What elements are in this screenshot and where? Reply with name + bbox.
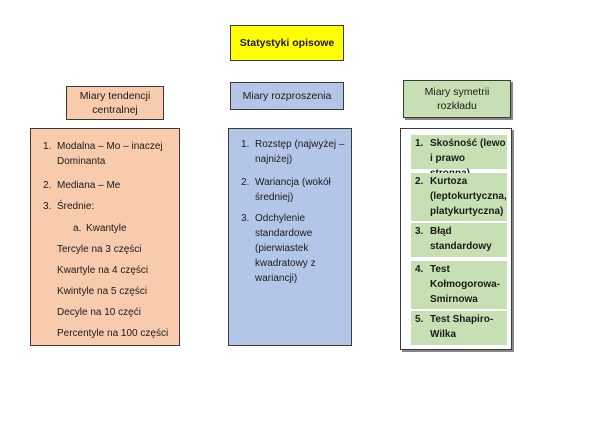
list-item: [73, 221, 173, 236]
list-item: [411, 261, 507, 309]
item-number: 2.: [241, 177, 250, 188]
item-text: Błąd standardowy: [430, 226, 492, 252]
item-number: 3.: [43, 201, 52, 212]
list-item: Kwartyle na 4 części: [57, 265, 149, 276]
diagram-title: Statystyki opisowe: [230, 25, 344, 61]
list-item: [43, 139, 175, 169]
item-text: Kurtoza (leptokurtyczna, platykurtyczna): [430, 176, 507, 217]
symmetry-box: [400, 128, 512, 350]
item-text: Wariancja (wokół średniej): [255, 177, 331, 203]
list-item: [411, 173, 507, 221]
list-item: Percentyle na 100 części: [57, 328, 169, 339]
item-number: 1.: [43, 141, 52, 152]
list-item: [241, 211, 341, 286]
item-text: Test Kołmogorowa-Smirnowa: [430, 264, 500, 305]
header-dispersion: Miary rozproszenia: [230, 82, 344, 110]
item-text: Test Shapiro-Wilka: [430, 314, 494, 340]
item-number: 2.: [43, 180, 52, 191]
list-item: [241, 137, 349, 167]
item-number: 2.: [415, 176, 424, 187]
list-item: [43, 199, 175, 214]
list-item: [43, 178, 175, 193]
header-central-tendency: Miary tendencji centralnej: [66, 86, 164, 120]
item-text: Skośność (lewo i prawo: [430, 138, 506, 164]
list-item: Tercyle na 3 części: [57, 244, 142, 255]
list-item: [411, 311, 507, 345]
item-number: 4.: [415, 264, 424, 275]
list-item: Decyle na 10 częći: [57, 307, 141, 318]
item-text: Rozstęp (najwyżej – najniżej): [255, 139, 345, 165]
item-number: 5.: [415, 314, 424, 325]
list-item: [241, 175, 349, 205]
list-item: [411, 135, 507, 169]
item-number: a.: [73, 223, 82, 234]
header-symmetry: Miary symetrii rozkładu: [403, 80, 511, 118]
central-tendency-box: [30, 128, 180, 346]
dispersion-box: [228, 128, 352, 346]
item-text: Odchylenie standardowe (pierwiastek kwadratowy z wariancji): [255, 213, 316, 284]
list-item: Kwintyle na 5 części: [57, 286, 148, 297]
item-text: Kwantyle: [86, 223, 127, 234]
item-text: Średnie:: [57, 201, 95, 212]
list-item: [411, 223, 507, 257]
item-number: 3.: [241, 213, 250, 224]
item-number: 3.: [415, 226, 424, 237]
item-number: 1.: [415, 138, 424, 149]
item-number: 1.: [241, 139, 250, 150]
item-text: Mediana – Me: [57, 180, 121, 191]
item-text: Modalna – Mo – inaczej Dominanta: [57, 141, 163, 167]
